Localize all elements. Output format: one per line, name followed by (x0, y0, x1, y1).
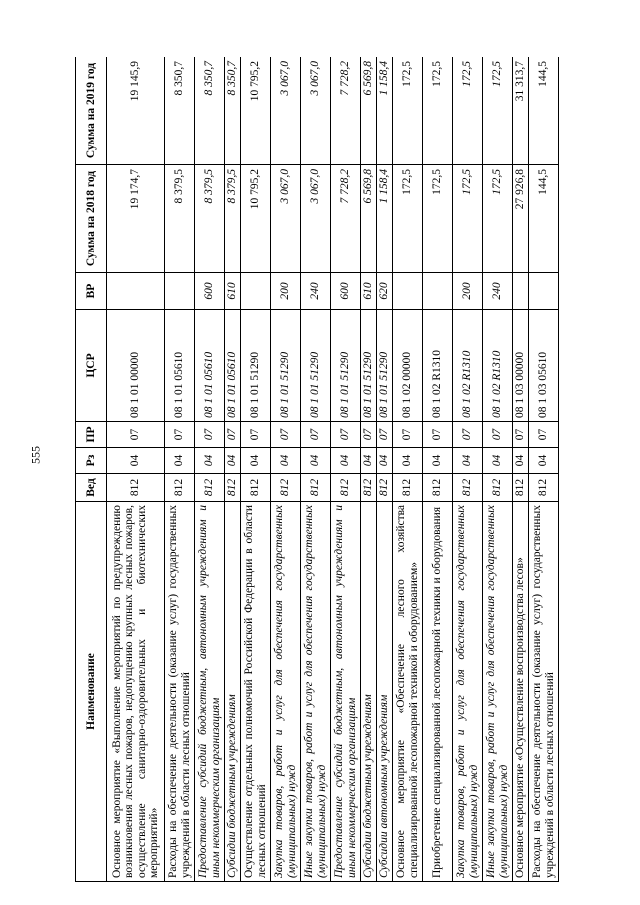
row-csr: 08 1 02 R1310 (483, 310, 513, 422)
row-csr: 08 1 01 05610 (165, 310, 195, 422)
row-ved: 812 (529, 474, 559, 502)
row-pr: 07 (331, 422, 361, 448)
row-vr (393, 273, 423, 310)
row-csr: 08 1 02 R1310 (453, 310, 483, 422)
table-row (513, 57, 529, 882)
row-sum-2019: 8 350,7 (165, 57, 195, 165)
row-pr: 07 (513, 422, 529, 448)
row-sum-2019: 3 067,0 (271, 57, 301, 165)
row-sum-2018: 172,5 (453, 165, 483, 273)
row-pr: 07 (423, 422, 453, 448)
table-row (165, 57, 195, 882)
row-rz: 04 (483, 448, 513, 474)
row-csr: 08 1 01 51290 (361, 310, 377, 422)
row-sum-2019: 8 350,7 (225, 57, 241, 165)
table-header-row (76, 57, 107, 882)
row-name: Закупка товаров, работ и услуг для обеспечения государственных (муниципальных) нужд (271, 502, 301, 882)
row-sum-2018: 10 795,2 (241, 165, 271, 273)
row-sum-2019: 172,5 (453, 57, 483, 165)
header-pr: ПР (76, 422, 107, 448)
rotated-table-container (75, 57, 580, 882)
row-sum-2019: 6 569,8 (361, 57, 377, 165)
row-ved: 812 (453, 474, 483, 502)
table-row (331, 57, 361, 882)
row-csr: 08 1 02 00000 (393, 310, 423, 422)
row-ved: 812 (225, 474, 241, 502)
row-ved: 812 (393, 474, 423, 502)
row-csr: 08 1 02 R1310 (423, 310, 453, 422)
header-ved: Вед (76, 474, 107, 502)
row-ved: 812 (107, 474, 165, 502)
row-ved: 812 (301, 474, 331, 502)
table-row (271, 57, 301, 882)
row-name: Приобретение специализированной лесопожарной техники и оборудования (423, 502, 453, 882)
row-sum-2019: 10 795,2 (241, 57, 271, 165)
row-sum-2018: 19 174,7 (107, 165, 165, 273)
header-sum-2019: Сумма на 2019 год (76, 57, 107, 165)
table-row (453, 57, 483, 882)
row-sum-2018: 172,5 (393, 165, 423, 273)
row-csr: 08 1 01 51290 (241, 310, 271, 422)
row-sum-2019: 19 145,9 (107, 57, 165, 165)
row-sum-2019: 7 728,2 (331, 57, 361, 165)
table-row (529, 57, 559, 882)
row-ved: 812 (513, 474, 529, 502)
row-csr: 08 1 01 51290 (271, 310, 301, 422)
row-pr: 07 (225, 422, 241, 448)
row-sum-2018: 8 379,5 (225, 165, 241, 273)
row-ved: 812 (241, 474, 271, 502)
row-sum-2019: 172,5 (483, 57, 513, 165)
row-csr: 08 1 01 05610 (225, 310, 241, 422)
row-pr: 07 (377, 422, 393, 448)
row-name: Расходы на обеспечение деятельности (оказание услуг) государственных учреждений в области лесных отношений (165, 502, 195, 882)
row-rz: 04 (195, 448, 225, 474)
table-row (423, 57, 453, 882)
row-rz: 04 (513, 448, 529, 474)
row-sum-2018: 8 379,5 (195, 165, 225, 273)
row-vr: 200 (453, 273, 483, 310)
row-vr: 240 (301, 273, 331, 310)
row-sum-2018: 172,5 (423, 165, 453, 273)
row-rz: 04 (225, 448, 241, 474)
row-rz: 04 (361, 448, 377, 474)
row-rz: 04 (331, 448, 361, 474)
row-sum-2018: 144,5 (529, 165, 559, 273)
header-csr: ЦСР (76, 310, 107, 422)
row-name: Предоставление субсидий бюджетным, автономным учреждениям и иным некоммерческим организациям (331, 502, 361, 882)
row-sum-2018: 172,5 (483, 165, 513, 273)
row-sum-2019: 144,5 (529, 57, 559, 165)
row-name: Основное мероприятие «Обеспечение лесного хозяйства специализированной лесопожарной техникой и оборудованием» (393, 502, 423, 882)
row-vr (513, 273, 529, 310)
header-sum-2018: Сумма на 2018 год (76, 165, 107, 273)
row-vr (165, 273, 195, 310)
row-ved: 812 (331, 474, 361, 502)
row-sum-2018: 6 569,8 (361, 165, 377, 273)
budget-table (75, 57, 559, 882)
row-sum-2018: 1 158,4 (377, 165, 393, 273)
row-rz: 04 (393, 448, 423, 474)
page-number: 555 (28, 446, 43, 464)
row-rz: 04 (271, 448, 301, 474)
row-sum-2019: 172,5 (423, 57, 453, 165)
row-sum-2018: 3 067,0 (301, 165, 331, 273)
row-sum-2018: 3 067,0 (271, 165, 301, 273)
table-row (483, 57, 513, 882)
row-rz: 04 (165, 448, 195, 474)
row-sum-2018: 7 728,2 (331, 165, 361, 273)
row-name: Расходы на обеспечение деятельности (оказание услуг) государственных учреждений в области лесных отношений (529, 502, 559, 882)
row-name: Основное мероприятие «Выполнение мероприятий по предупреждению возникновения лесных пожаров, недопущению крупных лесных пожаров, осуществление санитарно-оздоровительных и биотехнических мероприятий» (107, 502, 165, 882)
row-pr: 07 (483, 422, 513, 448)
row-csr: 08 1 01 05610 (195, 310, 225, 422)
row-pr: 07 (529, 422, 559, 448)
row-rz: 04 (241, 448, 271, 474)
row-pr: 07 (271, 422, 301, 448)
row-csr: 08 1 01 51290 (331, 310, 361, 422)
header-name: Наименование (76, 502, 107, 882)
row-ved: 812 (271, 474, 301, 502)
row-sum-2018: 8 379,5 (165, 165, 195, 273)
row-ved: 812 (361, 474, 377, 502)
row-csr: 08 1 03 05610 (529, 310, 559, 422)
row-pr: 07 (393, 422, 423, 448)
row-vr (107, 273, 165, 310)
row-name: Основное мероприятие «Осуществление воспроизводства лесов» (513, 502, 529, 882)
table-row (393, 57, 423, 882)
row-rz: 04 (107, 448, 165, 474)
row-name: Субсидии автономным учреждениям (377, 502, 393, 882)
row-vr: 610 (361, 273, 377, 310)
row-rz: 04 (423, 448, 453, 474)
row-vr (423, 273, 453, 310)
row-csr: 08 1 01 51290 (377, 310, 393, 422)
row-sum-2019: 31 313,7 (513, 57, 529, 165)
row-rz: 04 (301, 448, 331, 474)
row-pr: 07 (195, 422, 225, 448)
row-sum-2018: 27 926,8 (513, 165, 529, 273)
table-body (107, 57, 559, 882)
row-vr: 620 (377, 273, 393, 310)
table-row (377, 57, 393, 882)
row-vr: 610 (225, 273, 241, 310)
row-name: Иные закупки товаров, работ и услуг для обеспечения государственных (муниципальных) нужд (301, 502, 331, 882)
row-pr: 07 (241, 422, 271, 448)
row-pr: 07 (165, 422, 195, 448)
row-sum-2019: 1 158,4 (377, 57, 393, 165)
row-pr: 07 (107, 422, 165, 448)
row-ved: 812 (377, 474, 393, 502)
row-name: Иные закупки товаров, работ и услуг для обеспечения государственных (муниципальных) нужд (483, 502, 513, 882)
row-name: Закупка товаров, работ и услуг для обеспечения государственных (муниципальных) нужд (453, 502, 483, 882)
row-pr: 07 (453, 422, 483, 448)
row-csr: 08 1 03 00000 (513, 310, 529, 422)
row-ved: 812 (165, 474, 195, 502)
row-pr: 07 (301, 422, 331, 448)
row-vr (241, 273, 271, 310)
row-vr: 240 (483, 273, 513, 310)
row-rz: 04 (453, 448, 483, 474)
row-rz: 04 (377, 448, 393, 474)
row-sum-2019: 3 067,0 (301, 57, 331, 165)
row-csr: 08 1 01 00000 (107, 310, 165, 422)
header-vr: ВР (76, 273, 107, 310)
row-sum-2019: 172,5 (393, 57, 423, 165)
table-row (361, 57, 377, 882)
table-row (195, 57, 225, 882)
row-pr: 07 (361, 422, 377, 448)
table-row (301, 57, 331, 882)
row-name: Осуществление отдельных полномочий Российской Федерации в области лесных отношений (241, 502, 271, 882)
table-row (225, 57, 241, 882)
row-name: Субсидии бюджетным учреждениям (361, 502, 377, 882)
table-row (241, 57, 271, 882)
row-vr: 200 (271, 273, 301, 310)
table-row (107, 57, 165, 882)
header-rz: Рз (76, 448, 107, 474)
row-name: Предоставление субсидий бюджетным, автономным учреждениям и иным некоммерческим организациям (195, 502, 225, 882)
row-sum-2019: 8 350,7 (195, 57, 225, 165)
row-ved: 812 (195, 474, 225, 502)
row-csr: 08 1 01 51290 (301, 310, 331, 422)
row-rz: 04 (529, 448, 559, 474)
row-vr: 600 (195, 273, 225, 310)
row-vr (529, 273, 559, 310)
row-vr: 600 (331, 273, 361, 310)
row-ved: 812 (483, 474, 513, 502)
row-name: Субсидии бюджетным учреждениям (225, 502, 241, 882)
rotated-table-area (75, 57, 580, 882)
row-ved: 812 (423, 474, 453, 502)
